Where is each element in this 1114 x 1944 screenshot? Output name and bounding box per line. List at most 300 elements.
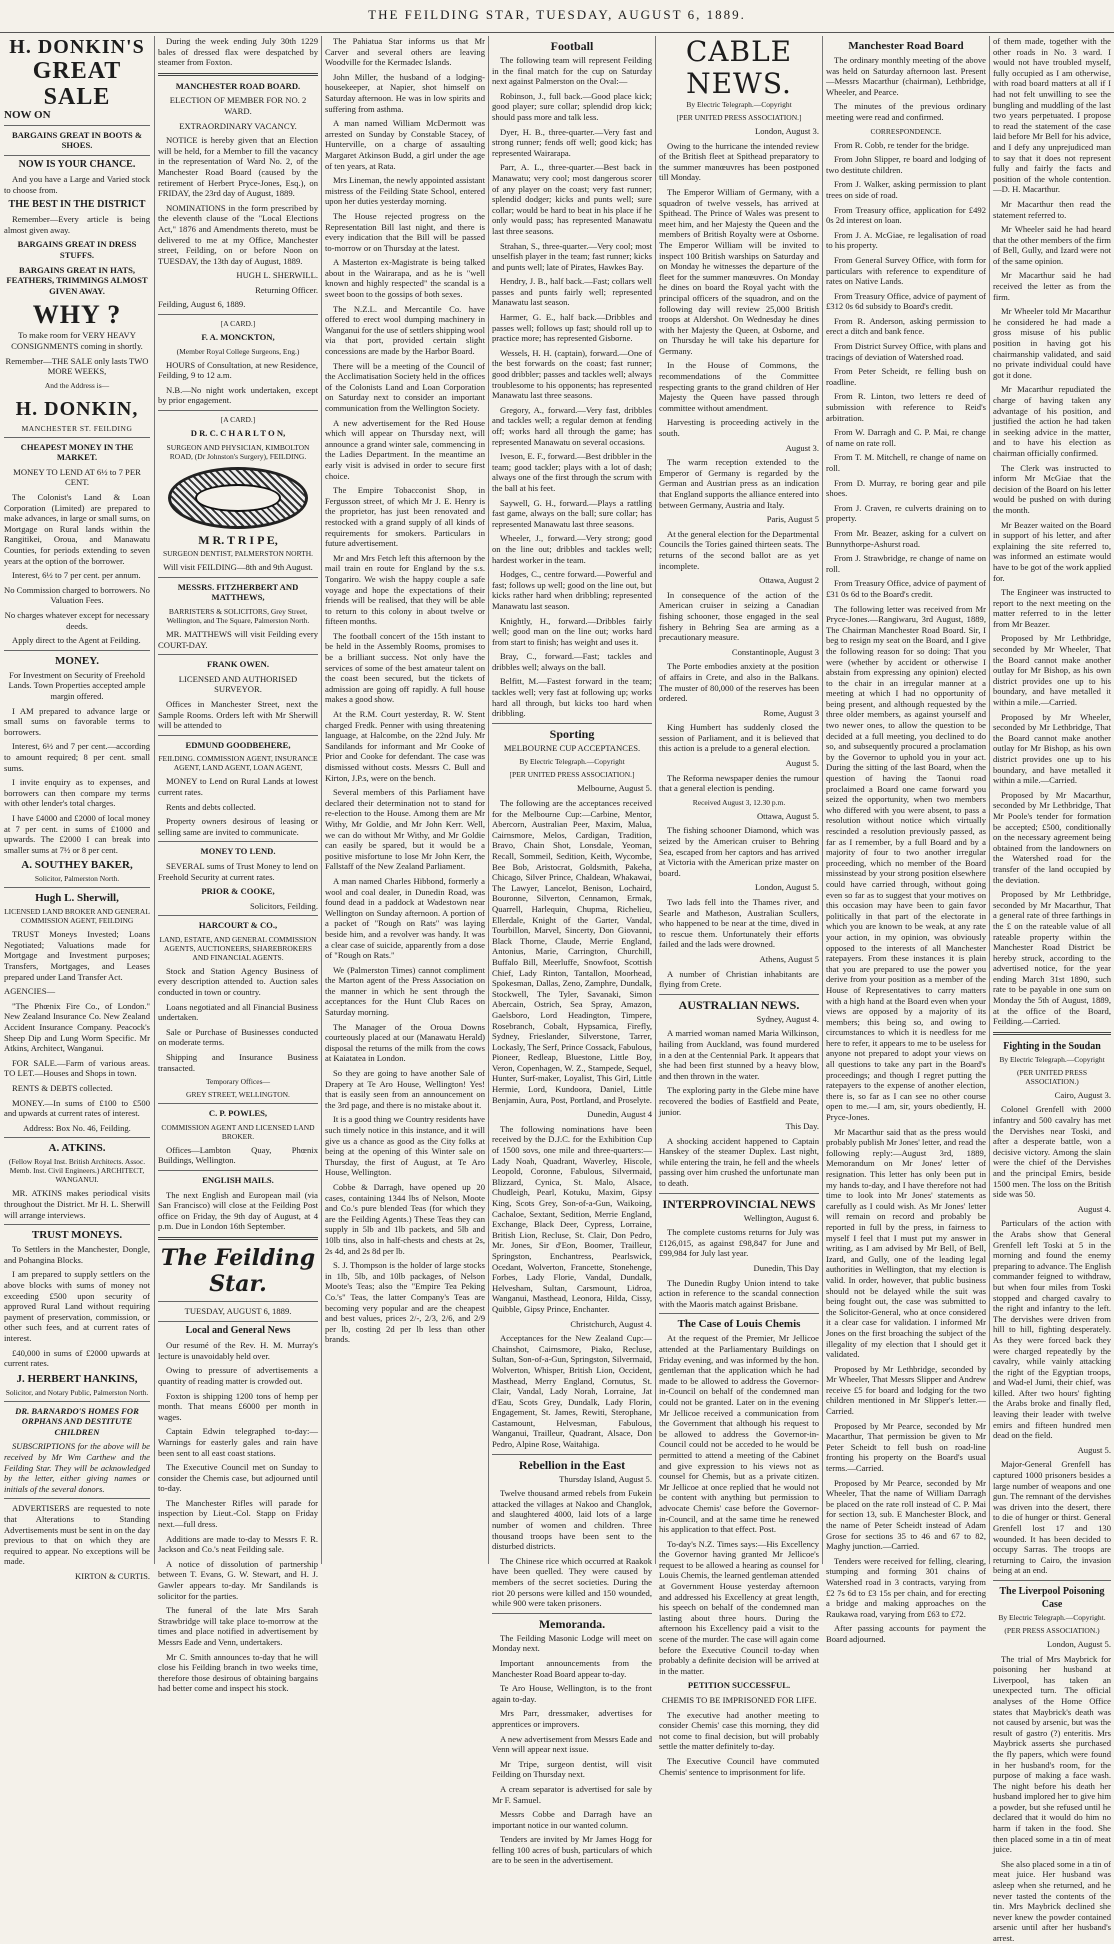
donkin-name: H. DONKIN,: [15, 397, 139, 420]
dateline: Wellington, August 6.: [743, 1212, 819, 1223]
subscriptions-text: SUBSCRIPTIONS for the above will be received by Mr Wm Carthew and the Feilding Star. They will be acknowledged by the letter, either giving names or initials of the several donors.: [4, 1441, 150, 1494]
masthead-rule: [0, 32, 1114, 33]
now-on: NOW ON: [4, 109, 51, 121]
dateline: Athens, August 5: [759, 953, 819, 964]
column-divider: [154, 36, 155, 1564]
board-item: From Mr. Beazer, asking for a culvert on Bunnythorpe-Ashurst road.: [826, 527, 986, 549]
divider: [659, 1313, 819, 1314]
football-player: Iveson, E. F., forward.—Best dribbler in the team; good tackler; plays with a lot of dash; always one of the first through the scrum with the ball at his feet.: [492, 451, 652, 493]
divider: [4, 125, 150, 126]
divider: [158, 577, 318, 578]
football-player: Knightly, H., forward.—Dribbles fairly well; good man on the line out; works hard from start to finish; has weight and uses it.: [492, 615, 652, 647]
football-player: Dyer, H. B., three-quarter.—Very fast and strong runner; fends off well; good kick; has represented Wairarapa.: [492, 126, 652, 158]
board-item: From District Survey Office, with plans and tracings of deviation of Watershed road.: [826, 341, 986, 362]
memo-item: Messrs Cobbe and Darragh have an important notice in our wanted column.: [492, 1809, 652, 1830]
board-item: From John Slipper, re board and lodging of two destitute children.: [826, 154, 986, 175]
cable-paragraph: King Humbert has suddenly closed the session of Parliament, and it is believed that this action is a prelude to a general election.: [659, 722, 819, 754]
column-2: [158, 36, 318, 1694]
tripe-visit: Will visit FEILDING—8th and 9th August.: [163, 562, 313, 573]
news-paragraph: We (Palmerston Times) cannot compliment the Marton agent of the Press Association on the manner in which he sent through the acceptances for the Hunt Club Races on Saturday morning.: [325, 964, 485, 1018]
correspondence-heading: CORRESPONDENCE.: [870, 126, 942, 136]
fitz-name: MESSRS. FITZHERBERT AND MATTHEWS,: [177, 581, 299, 603]
dateline: Sydney, August 4.: [756, 1013, 819, 1024]
divider: [4, 155, 150, 156]
board-paragraph: After passing accounts for payment the Board adjourned.: [826, 1623, 986, 1644]
news-paragraph: There will be a meeting of the Council of the Acclimatisation Society held in the offices of the Colonists Land and Loan Corporation on Saturday next to consider an important communication from the Wellington Society.: [325, 360, 485, 413]
bargains-dress: BARGAINS GREAT IN DRESS STUFFS.: [17, 239, 137, 260]
moncton-sub: (Member Royal College Surgeons, Eng.): [176, 346, 300, 356]
sporting-heading: Sporting: [549, 726, 595, 741]
divider: [4, 1224, 150, 1225]
by-electric: By Electric Telegraph.—Copyright: [686, 100, 792, 109]
board-item: From Treasury office, application for £492 0s 2d interest on loan.: [826, 204, 986, 226]
column-divider: [488, 36, 489, 1564]
board-item: From R. Cobb, re tender for the bridge.: [834, 139, 970, 150]
cable-paragraph: In the House of Commons, the recommendations of the Committee respecting grants to the grand children of Her Majesty the Queen have passed through committee without amendment.: [659, 360, 819, 413]
news-paragraph: The football concert of the 15th instant to be held in the Assembly Rooms, promises to be a brilliant success. Not only have the services of some of the best amateur talent on the coast been secured, but the tickets of admission are going off rapidly. A full house makes a good show.: [325, 630, 485, 705]
cheapest-money: CHEAPEST MONEY IN THE MARKET.: [20, 441, 134, 463]
divider: [158, 314, 318, 315]
column-divider: [822, 36, 823, 1564]
board-item: From Peter Scheidt, re felling bush on roadline.: [826, 366, 986, 387]
board-item: From D. Murray, re boring gear and pile shoes.: [826, 477, 986, 499]
board-paragraph: Mr Wheeler said he had heard that the other members of the firm of Bell, Gully, and Izard were not of the same opinion.: [993, 224, 1111, 266]
liverpool-paragraph: She also placed some in a tin of meat juice. Her husband was asleep when she returned, and he never tasted the contents of the tin. Mrs Maybrick declined she never knew the powder contained arsenic until after her husband's arrest.: [993, 1858, 1111, 1943]
board-item: From J. A. McGiae, re legalisation of road to his property.: [826, 229, 986, 251]
divider: [158, 841, 318, 842]
shipping-text: Shipping and Insurance Business transacted.: [158, 1052, 318, 1073]
owen-sub: LICENSED AND AUTHORISED SURVEYOR.: [178, 673, 298, 695]
chemis-paragraph: To-day's N.Z. Times says:—His Excellency the Governor having granted Mr Jellicoe's request to be allowed a hearing as counsel for Louis Chemis, the learned gentleman attended at Government House yesterday afternoon and addressed his Excellency at great length, his speech on behalf of the condemned man lasting about three hours. During the afternoon his Excellency paid a visit to the scene of the murder. The case will again come before the Executive Council to-day when probably a definite decision will be arrived at in the matter.: [659, 1538, 819, 1676]
soudan-heading: Fighting in the Soudan: [1003, 1040, 1101, 1052]
news-paragraph: A new advertisement for the Red House which will appear on Thursday next, will announce a grand winter sale, commencing in the Ladies Department. In the meantime an early visit is advised in order to secure first choice.: [325, 417, 485, 481]
liverpool-heading: The Liverpool Poisoning Case: [999, 1585, 1105, 1610]
memo-item: A new advertisement from Messrs Eade and Venn will appear next issue.: [492, 1733, 652, 1755]
column-4: [492, 36, 652, 1866]
board-paragraph: Proposed by Mr Lethbridge, seconded by Mr Wheeler, That Messrs Slipper and Andrew receive £5 for board and lodging for the two children mentioned in Mr Slipper's letter.—Carried.: [826, 1363, 986, 1417]
board-item: From R. Anderson, asking permission to erect a ditch and bank fence.: [826, 315, 986, 337]
dateline: Cairo, August 3.: [1054, 1089, 1111, 1100]
rebellion-heading: Rebellion in the East: [518, 1457, 626, 1472]
news-paragraph: Several members of this Parliament have declared their determination not to stand for re-election to the House. Among them are Mr Withy, Mr Goldie, and Mr John Kerr. Well, we can do without Mr Withy, and Mr Goldie can easily be spared, but it would be a positive misfortune to lose Mr John Kerr, the Fallstaff of the New Zealand Parliament.: [325, 787, 485, 872]
have-text: I have £4000 and £2000 of local money at 7 per cent. in sums of £1000 and upwards. The £2000 I can break into smaller sums at 7½ or 8 per cent.: [4, 812, 150, 855]
column-6: [826, 36, 986, 1644]
no-commission: No Commission charged to borrowers. No Valuation Fees.: [4, 584, 150, 606]
goodbehere-name: EDMUND GOODBEHERE,: [185, 739, 291, 750]
board-paragraph: Proposed by Mr Pearce, seconded by Mr Wheeler, That the name of William Darragh be placed on the rate roll instead of C. P. Mai for section 13, sub. E Manchester Block, and the name of Peter Scheidt instead of Adam Grose for sections 35 to 46 and 67 to 82, Maghy junction.—Carried.: [826, 1477, 986, 1552]
paper-title: The Feilding Star.: [160, 1244, 316, 1297]
road-board-heading: Manchester Road Board: [848, 40, 964, 52]
memo-item: A cream separator is advertised for sale by Mr F. Samuel.: [492, 1783, 652, 1805]
barnardo-heading: DR. BARNARDO'S HOMES FOR ORPHANS AND DESTITUTE CHILDREN: [15, 1405, 139, 1437]
dateline: August 4.: [1077, 1203, 1111, 1214]
cable-paragraph: Two lads fell into the Thames river, and Searle and Matheson, Australian Scullers, who happened to be near at the time, dived in to rescue them. Unfortunately their efforts failed and the lads were drowned.: [659, 897, 819, 950]
sherwill-name: Hugh L. Sherwill,: [35, 892, 119, 905]
football-player: Parr, A. L., three-quarter.—Best back in Manawatu; very cool; most dangerous scorer of any player on the coast; very fast runner; splendid dodger; kicks and punts well; sure collar; would be hard to beat in his place if he only would pass; has represented Manawatu last three seasons.: [492, 162, 652, 236]
dateline: Dunedin, This Day: [753, 1263, 819, 1274]
card-label: [A CARD.]: [220, 319, 256, 329]
card-label-2: [A CARD.]: [220, 415, 256, 425]
board-item: From R. Linton, two letters re deed of submission with reference to Reid's arbitration.: [826, 391, 986, 423]
cable-paragraph: The warm reception extended to the Emperor of Germany is regarded by the German and Austrian press as an indication that England supports the alliance entered into between Germany, Austria and Italy.: [659, 457, 819, 510]
vacancy-title: EXTRAORDINARY VACANCY.: [179, 120, 297, 131]
liverpool-by: By Electric Telegraph.—Copyright.: [998, 1612, 1106, 1622]
agencies-list: "The Phœnix Fire Co., of London." New Zealand Insurance Co. New Zealand Accident Insurance Company. Peacock's Sheep Dip and Lung Worm Specific. Mr Atkins, Architect, Wanganui.: [4, 1000, 150, 1054]
press-association: [PER UNITED PRESS ASSOCIATION.]: [676, 113, 802, 122]
news-paragraph: S. J. Thompson is the holder of large stocks in 1lb, 5lb, and 10lb packages, of Nelson Moote's Teas; also the "Empire Tea Peking Co.'s" Teas, the latter Company's Teas are becoming very popular and are the cheapest and best values, prices 2/-, 2/3, 2/6, and 2/9 per lb, costing 2d per lb less than other brands.: [325, 1260, 485, 1345]
press-association: (PER UNITED PRESS ASSOCIATION.): [1016, 1067, 1087, 1086]
news-paragraph: Mrs Lineman, the newly appointed assistant mistress of the Feilding State School, entered upon her duties yesterday morning.: [325, 175, 485, 207]
agencies-heading: AGENCIES—: [4, 986, 56, 997]
iam-text: I AM prepared to advance large or small sums on favorable terms to borrowers.: [4, 705, 150, 737]
dateline: This Day.: [785, 1121, 819, 1132]
settlers-text: To Settlers in the Manchester, Dongle, and Pohangina Blocks.: [4, 1244, 150, 1265]
board-paragraph: Mr Wheeler told Mr Macarthur he considered he had made a gross misuse of his public position in having got his chairmanship validated, and said no private individual could have got it done.: [993, 306, 1111, 380]
divider: [993, 1580, 1111, 1581]
owen-name: FRANK OWEN.: [206, 659, 270, 670]
divider: [158, 1301, 318, 1302]
interest-text: Interest, 6½ to 7 per cent. per annum.: [12, 570, 141, 581]
football-player: Hendry, J. B., half back.—Fast; collars well passes and punts fairly well; represented Manawatu last season.: [492, 276, 652, 308]
board-paragraph: Proposed by Mr Lethbridge, seconded by Mr Wheeler, That the Board cannot make another outlay for Mr Bishop, as his own district provides one up to his boundary, and have metalled it within a mile.—Carried.: [993, 633, 1111, 708]
melbourne-date: Melbourne, August 5.: [577, 783, 652, 794]
atkins-text: MR. ATKINS makes periodical visits throughout the District. Mr H. L. Sherwill will arrange interviews.: [4, 1188, 150, 1220]
christchurch-text: Acceptances for the New Zealand Cup:—Chainshot, Cairnsmore, Piako, Recluse, Sultan, Son-of-a-Gun, Springston, Silvermaid, Wolverton, Whisper, British Lion, Occident, Masthead, Merry England, Cornutus, St. Clair, Vandal, Lady Norah, Lorraine, Jat d'Eau, Scots Grey, Dundalk, Lady Florin, Engagement, St. James, Rewiti, Sterophane, Castamount, Helvesman, Fabulous, Wanganui, Trailleur, Quadrant, Alsace, Don Pedro, Alpine Rose, Waitahiga.: [492, 1333, 652, 1450]
money-sums: MONEY.—In sums of £100 to £500 and upwards at current rates of interest.: [4, 1097, 150, 1119]
rents-collected: Rents and debts collected.: [166, 801, 256, 812]
why-text: To make room for VERY HEAVY CONSIGNMENTS coming in shortly.: [11, 330, 143, 351]
column-divider: [989, 36, 990, 1564]
prior-sub: Solicitors, Feilding.: [249, 900, 318, 911]
address-box: Address: Box No. 46, Feilding.: [23, 1122, 131, 1133]
local-paragraph: The funeral of the late Mrs Sarah Strawbridge will take place to-morrow at the times and place notified in advertisement by Messrs Eade and Venn, undertakers.: [158, 1605, 318, 1647]
paper-date: TUESDAY, AUGUST 6, 1889.: [184, 1305, 292, 1316]
cable-paragraph: The Emperor William of Germany, with a squadron of twelve vessels, has arrived at Spithead. The Prince of Wales was present to meet him, and her Majesty the Queen and the members of British Royalty were at Osborne. The Emperor William will be invited to inspect 100 British warships on Saturday and on Monday he witnesses the departure of the fleet for the summer manœuvres. On Monday he dines on board the Royal yacht with the principal officers of the squadron, and on the following day will review 25,000 British troops at Aldershot. On Wednesday he dines with her Majesty the Queen, at Osborne, and on Thursday he will take his departure for Germany.: [659, 186, 819, 356]
dateline: Paris, August 5: [766, 514, 819, 525]
acceptances-text: The following are the acceptances received for the Melbourne Cup:—Carbine, Mentor, Abercorn, Australian Peer, Maxim, Malua, Cairnsmore, Melos, Cardigan, Tradition, Bravo, Chain Shot, Lonsdale, Yeoman, Recall, Sommeil, Sedition, Keith, Wycombe, Bee Bob, Aristocrat, Goldsmith, Pakeha, Chicago, Silver Prince, Chaldean, Whakawai, The Lawyer, Lancelot, Benison, Lochaird, Bouronne, Silverton, Cennamon, Ermak, Quarrell, Harlequin, Chupma, Richelieu, Ellerdale, Knight of the Garter, Vandal, Tourbillon, Marvel, Sincerty, Don Giovanni, Black Thorne, Claude, Merrie England, Antonius, Marie, Carrington, Churchill, Buffalo Bill, Meerluffe, Snowfoot, Scottish Chief, Lady Rinton, Tantallon, Moorhead, Spokesman, Dallas, Zeno, Zamphre, Dundalk, Stockwell, The Tyler, Savanaki, Simon Abercain, Ostrich, Sea Spray, Amazon, Gaelsboro, Lord Headington, Timpere, Rosebranch, Cobalt, Hypsamica, Firefly, Sydney, Frieslander, Silverstone, Tarrer, Lockasly, The Serf, Prince Cossack, Fabulous, Pioneer, Redleap, Bluestone, Little Boy, Veron, Copenhagen, W. Z., Stampede, Sequel, Hunter, Surf-maker, Loyalist, This Girl, Little Hermie, Lord, Kundoora, Daniel, Little Benjamin, Aura, Post, Portland, and Proselyte.: [492, 798, 652, 1105]
column-5: [659, 35, 819, 1777]
news-paragraph: The House rejected progress on the Representation Bill last night, and there is every indication that the Bill will be passed to-morrow or on Thursday at the latest.: [325, 210, 485, 253]
board-paragraph: Proposed by Mr Macarthur, seconded by Mr Lethbridge, That Mr Poole's tender for formation be accepted; £500, conditionally on the necessary agreement being obtained from the landowners on the Watershed road for the transfer of the land occupied by the deviation.: [993, 789, 1111, 885]
memo-item: Te Aro House, Wellington, is to the front again to-day.: [492, 1683, 652, 1704]
dateline: August 3.: [785, 442, 819, 453]
divider: [659, 1193, 819, 1194]
temp-offices: Temporary Offices—: [205, 1077, 271, 1087]
board-paragraph: The Clerk was instructed to inform Mr McGiae that the decision of the Board on his letter would be pushed on with during the month.: [993, 462, 1111, 515]
rebellion-text: Twelve thousand armed rebels from Fukein attacked the villages at Nakoo and Changlok, and slaughtered 4000, laid lots of a large number of women and children. Three thousand troops have been sent to the disturbed districts.: [492, 1488, 652, 1552]
football-heading: Football: [550, 39, 594, 53]
divider: [4, 1137, 150, 1138]
rebellion-date: Thursday Island, August 5.: [559, 1473, 652, 1484]
board-paragraph: Mr Macarthur then read the statement referred to.: [993, 198, 1111, 220]
for-sale: FOR SALE.—Farm of various areas. TO LET.—Houses and Shops in town.: [4, 1057, 150, 1079]
local-paragraph: A notice of dissolution of partnership between T. Evans, G. W. Stewart, and H. J. Gawler appears to-day. Mr Sandilands is solicitor for the parties.: [158, 1558, 318, 1601]
ad-title-great-sale: GREAT SALE: [32, 58, 122, 110]
divider: [4, 1498, 150, 1499]
board-paragraph: Tenders were received for felling, clearing, stumping and forming 301 chains of Watershed road in 3 contracts, varying from £2 7s 6d to £3 15s per chain, and for erecting a bridge and making approaches on the Raukawa road, varying from £63 to £72.: [826, 1555, 986, 1619]
money-to-lend: MONEY TO LEND AT 6½ to 7 PER CENT.: [13, 466, 141, 488]
trust-moneys: TRUST MONEYS.: [31, 1229, 123, 1242]
board-paragraph: Proposed by Mr Lethbridge, seconded by Mr Macarthur, That a general rate of three farthings in the £ on the rateable value of all rateable property within the Manchester Road District be hereby struck, according to the advertised notice, for the year ending March 31st 1890, such rate to be payable in one sum on Monday the 5th of August, 1889, at the office of the Board, Feilding.—Carried.: [993, 889, 1111, 1027]
grey-street: GREY STREET, WELLINGTON.: [186, 1090, 290, 1100]
powles-name: C. P. POWLES,: [208, 1108, 268, 1119]
dateline: Rome, August 3: [763, 707, 819, 718]
stock-text: Stock and Station Agency Business of every description attended to. Auction sales conducted in town or country.: [158, 965, 318, 998]
feilding-date: Feilding, August 6, 1889.: [158, 299, 246, 310]
football-player: Hodges, C., centre forward.—Powerful and fast; follows up well; good on the line out, but kicks rather hard when dribbling; represented Manawatu last season.: [492, 569, 652, 611]
matthews-text: MR. MATTHEWS will visit Feilding every COURT-DAY.: [158, 629, 318, 650]
australian-paragraph: The exploring party in the Glebe mine have recovered the bodies of Eastfield and Peate, junior.: [659, 1085, 819, 1117]
nb-text: N.B.—No night work undertaken, except by prior engagement.: [158, 384, 318, 406]
cable-paragraph: The fishing schooner Diamond, which was seized by the American cruiser to Behring Sea, escaped from her captors and has arrived at Victoria with the American prize master on board.: [659, 825, 819, 878]
mails-text: The next English and European mail (via San Francisco) will close at the Feilding Post office on Friday, the 9th day of August, at 4 p.m. Due in London 16th September.: [158, 1189, 318, 1232]
petition-subheading: CHEMIS TO BE IMPRISONED FOR LIFE.: [661, 1695, 817, 1705]
football-player: Wheeler, J., forward.—Very strong; good on the line out; dribbles and tackles well; hardest worker in the team.: [492, 533, 652, 565]
board-paragraph: The ordinary monthly meeting of the above was held on Saturday afternoon last. Present—Messrs Macarthur (chairman), Lethbridge, Wheeler, and Pearce.: [826, 55, 986, 97]
cable-paragraph: At the general election for the Departmental Councils the Tories gained thirteen seats. The returns of the second ballot are as yet incomplete.: [659, 528, 819, 571]
news-paragraph: A man named William McDermott was arrested on Sunday by Constable Stacey, of Hunterville, on a charge of assaulting Margaret Atkinson Budd, a girl under the age of ten years, at Rata.: [325, 118, 485, 171]
bargains-hats: BARGAINS GREAT IN HATS, FEATHERS, TRIMMINGS ALMOST GIVEN AWAY.: [6, 264, 148, 296]
several-text: SEVERAL sums of Trust Money to lend on Freehold Security at current rates.: [158, 860, 318, 882]
dental-ornament-image: [168, 467, 308, 529]
returning-officer: Returning Officer.: [255, 284, 318, 295]
chemis-paragraph: At the request of the Premier, Mr Jellicoe attended at the Parliamentary Buildings on Friday evening, and was informed by the hon. gentleman that the application which he had made to be allowed to address the Governor-in-Council on behalf of the condemned man could not be granted. Later on in the evening Mr Jellicoe received a communication from the Government that although his request to be allowed to address the Governor-in-Council could not be acceded to he would be permitted to attend a meeting of the Cabinet and give expression to his views not as counsel for Chemis, but as a private citizen. Mr Jellicoe at once replied that he would not be content with anything but permission to advocate Chemis' case before the Governor-in-Council, and at the same time he renewed his application to that effect. Post.: [659, 1333, 819, 1535]
interprovincial-paragraph: The Dunedin Rugby Union intend to take action in reference to the scandal connection with the Maoris match against Brisbane.: [659, 1277, 819, 1309]
owen-text: Offices in Manchester Street, next the Sample Rooms. Orders left with Mr Sherwill will be attended to: [158, 698, 318, 731]
election-title: ELECTION OF MEMBER FOR NO. 2 WARD.: [169, 95, 307, 116]
by-electric: By Electric Telegraph.—Copyright: [519, 757, 625, 767]
local-paragraph: Foxton is shipping 1200 tons of hemp per month. That means £6000 per month in wages.: [158, 1390, 318, 1422]
kirton-curtis: KIRTON & CURTIS.: [75, 1571, 150, 1581]
news-paragraph: So they are going to have another Sale of Drapery at Te Aro House, Wellington! Yes! that is easily seen from an announcement on the 3rd page, and there is no mistake about it.: [325, 1068, 485, 1110]
tripe-name: M R. T R I P E,: [198, 532, 278, 547]
football-player: Belfitt, M.—Fastest forward in the team; tackles well; very fast at following up; works hard all through, but kicks too hard when dribbling.: [492, 676, 652, 719]
board-paragraph: Mr Beazer waited on the Board in support of his letter, and after explaining the site referred to, was informed an estimate would have to be got of the work applied for.: [993, 519, 1111, 583]
why-heading: WHY ?: [32, 300, 122, 330]
australian-paragraph: A shocking accident happened to Captain Hanskey of the steamer Duplex. Last night, while entering the train, he fell and the wheels passing over him crushed the unfortunate man to death.: [659, 1135, 819, 1189]
cable-paragraph: In consequence of the action of the American cruiser in seizing a Canadian fishing schooner, those engaged in the seal fishery in Behring Sea are arming as a precautionary measure.: [659, 589, 819, 643]
dateline: London, August 3.: [755, 126, 819, 136]
board-paragraph: Mr Macarthur said he had received the letter as from the firm.: [993, 270, 1111, 302]
chemis-heading: The Case of Louis Chemis: [677, 1318, 801, 1331]
australian-news-heading: AUSTRALIAN NEWS.: [678, 997, 800, 1012]
ad-title: H. DONKIN'S: [9, 36, 145, 58]
prior-name: PRIOR & COOKE,: [201, 886, 275, 897]
property-text: Property owners desirous of leasing or selling same are invited to communicate.: [158, 816, 318, 837]
received-line: Received August 3, 12.30 p.m.: [692, 797, 786, 807]
fitz-sub: BARRISTERS & SOLICITORS, Grey Street, Wellington, and The Square, Palmerston North.: [166, 607, 310, 625]
memo-item: Tenders are invited by Mr James Hogg for felling 100 acres of bush, particulars of which are to be seen in the advertisement.: [492, 1834, 652, 1866]
football-player: Wessels, H. H. (captain), forward.—One of the best forwards on the coast; fast runner; good dribbler; passes and tackles well; always troublesome to his opponents; has represented Manawatu last three seasons.: [492, 347, 652, 401]
charlton-name: D R. C. C H A R L T O N,: [190, 428, 286, 439]
divider: [158, 735, 318, 736]
prepared-text: I am prepared to supply settlers on the above blocks with sums of money not exceeding £500 upon security of approved Rural Land without requiring payment of preservation, commission, or other such fees, and at current rates of interest.: [4, 1269, 150, 1343]
sum-text: £40,000 in sums of £2000 upwards at current rates.: [4, 1347, 150, 1369]
news-paragraph: Cobbe & Darragh, have opened up 20 cases, containing 1344 lbs of Nelson, Moote and Co.'s pure blended Teas (for which they are the Feilding Agents.) These Teas they can supply in 5lb and 1lb packets, and 5lb and 10lb tins, also in half-chests and chests at 2s, 2s 4d, and 2s 8d per lb.: [325, 1181, 485, 1256]
colonial-text: The Colonist's Land & Loan Corporation (Limited) are prepared to make advances, in large or small sums, on Mortgage on Rural lands within the Rangitikei, Oroua, and Manawatu Counties, for periods extending to seven years at the option of the borrower.: [4, 492, 150, 566]
news-paragraph: Mr and Mrs Fetch left this afternoon by the mail train en route for England by the s.s. Tongariro. We wish the happy couple a safe voyage and hope the expectations of their friends will be realised, that they will be able to return to this colony in about twelve or fifteen months.: [325, 552, 485, 627]
board-item: From W. Darragh and C. P. Mai, re change of name on rate roll.: [826, 427, 986, 448]
cable-paragraph: Owing to the hurricane the intended review of the British fleet at Spithead preparatory to the summer manœuvres has been postponed till Monday.: [659, 140, 819, 183]
memo-item: Mr Tripe, surgeon dentist, will visit Feilding on Thursday next.: [492, 1758, 652, 1780]
board-paragraph: The following letter was received from Mr Pryce-Jones.—Rangiwaru, 3rd August, 1889, The Chairman Manchester Road Board. Sir, I beg to resign my seat on the Board, and I give the following reason for so doing: That you were (whether by accident or otherwise I abstain from expressing any opinion) elected to the chair in an irregular manner at a meeting at which I had no opportunity of being present, and although requested by the three older members, as against yourself and two newer ones, to allow the question to be decided at a full meeting, you declined to do so, and subsequently procured a proclamation by the Governor to uphold you in your act. During the sitting of the last Board, when the question of having the Taonui road proclaimed a Board one came forward you seized the opportunity, when two members who differed with you were absent, to pass a resolution without notice which virtually rescinded a resolution previously passed, as far as I remember, by a full Board and by a majority of four to two another irregular proceeding, which no member of the Board missinstead by your strong position elsewhere could have carried through, without going even so far as to suggest that your motives on this occasion may have been to gain favor politically in that part of the electorate in which you are known to be weak, at any rate your action, in my opinion, was obviously opposed to the interests of all Manchester ratepayers. From these instances it is plain that you are prepared to use the power you derive from your position as a member of the House of Representatives to carry matters with a high hand at the Board even when your views are opposed by a majority of its members; this being so, and owing to circumstances to which it is needless for me here to refer, it appears to me to be useless for anyone not prepared to adopt your views on all questions to take any part in the Board's proceedings; and though I regret putting the ratepayers to the expense of another election, there is, so far as I can see no other course open to me.—I am, sir, yours obediently, H. Pryce-Jones.: [826, 603, 986, 1123]
local-paragraph: The Executive Council met on Sunday to consider the Chemis case, but adjourned until to-day.: [158, 1462, 318, 1494]
dateline: Constantinople, August 3: [731, 646, 819, 657]
divider: [158, 1237, 318, 1240]
hankins-sub: Solicitor, and Notary Public, Palmerston North.: [5, 1387, 149, 1397]
masthead-title: THE FEILDING STAR, TUESDAY, AUGUST 6, 1889.: [368, 7, 746, 22]
memo-item: Mrs Parr, dressmaker, advertises for apprentices or improvers.: [492, 1708, 652, 1729]
southey-sub: Solicitor, Palmerston North.: [34, 874, 120, 884]
press-association: [PER UNITED PRESS ASSOCIATION.]: [509, 770, 635, 780]
divider: [158, 1103, 318, 1104]
memo-item: The Feilding Masonic Lodge will meet on Monday next.: [492, 1632, 652, 1654]
powles-offices: Offices—Lambton Quay, Phœnix Buildings, Wellington.: [158, 1144, 318, 1166]
dateline: London, August 5.: [755, 882, 819, 893]
chemis-paragraph: The executive had another meeting to consider Chemis' case this morning, they did not come to final decision, but will probably settle the matter definitely to-day.: [659, 1709, 819, 1752]
now-chance: NOW IS YOUR CHANCE.: [18, 158, 136, 170]
memoranda-heading: Memoranda.: [538, 1616, 606, 1631]
column-divider: [321, 36, 322, 1564]
australian-paragraph: A married woman named Maria Wilkinson, hailing from Auckland, was found murdered in a den at the Centennial Park. It appears that she had been first stunned by a heavy blow, and then thrown in the water.: [659, 1028, 819, 1081]
news-paragraph: John Miller, the husband of a lodging-housekeeper, at Napier, shot himself on Saturday afternoon. He was in low spirits and suffering from asthma.: [325, 71, 485, 114]
continued-paragraph: of them made, together with the other roads in No. 3 ward. I would not have troubled myself, fully occupied as I am otherwise, with road board matters at all if I had not felt unwilling to see the bungling and muddling of the last two years perpetuated. I propose to read the statement of the case laid before Mr Bell for his advice, and I defy any unprejudiced man to say that it does not represent fully and fairly the facts and position of the whole contention.—D. H. Macarthur.: [993, 36, 1111, 195]
charlton-sub: SURGEON AND PHYSICIAN, KIMBOLTON ROAD, (Dr Johnston's Surgery), FEILDING.: [166, 442, 310, 461]
mails-heading: ENGLISH MAILS.: [202, 1175, 274, 1185]
column-divider: [655, 36, 656, 1564]
divider: [158, 915, 318, 916]
loans-text: Loans negotiated and all Financial Business undertaken.: [158, 1001, 318, 1023]
rents-text: RENTS & DEBTS collected.: [12, 1083, 113, 1093]
local-paragraph: Additions are made to-day to Messrs F. R. Jackson and Co.'s neat Feilding sale.: [158, 1533, 318, 1555]
best-in-district: THE BEST IN THE DISTRICT: [8, 198, 146, 210]
sale-text: Sale or Purchase of Businesses conducted on moderate terms.: [158, 1026, 318, 1048]
divider: [158, 654, 318, 655]
petition-heading: PETITION SUCCESSFUL.: [687, 1680, 791, 1691]
board-paragraph: Mr Macarthur said that as the press would probably publish Mr Jones' letter, and read the following reply:—August 3rd, 1889, Memorandum on Mr Jones' letter of resignation. This letter has only been put in my hands to-day, and I have therefore not had time to look into Mr Jones' statements as carefully as I could wish. As Mr Jones' letter will remain on record and probably be reported in full by the press, in fairness to myself I feel that I must put my answer in writing, as I am advised by Mr Bell, of Bell, Izard, and Gully, one of the leading legal authorities in Wellington, that my election is valid. In order, however, that public business should not be delayed while the suit was being fought out, the case was submitted to the Solicitor-General, who at once considered it a clear case for validation. I informed Mr Jones on the first broaching the subject of the illegality of my election that I should get it validated.: [826, 1126, 986, 1360]
nominations-text: NOMINATIONS in the form prescribed by the eleventh clause of the "Local Elections Act," 1876 and Amendments thereto, must be delivered to me at my Office, Manchester street, Feilding, on or before Noon on TUESDAY, the 13th day of August, 1889.: [158, 202, 318, 266]
local-paragraph: Mr C. Smith announces to-day that he will close his Feilding branch in two weeks time, therefore those desirous of obtaining bargains had better come and inspect his stock.: [158, 1651, 318, 1694]
harcourt-sub: LAND, ESTATE, AND GENERAL COMMISSION AGENTS, AUCTIONEERS, SHAREBROKERS AND FINANCIAL AGENTS.: [159, 934, 317, 962]
flax-paragraph: During the week ending July 30th 1229 bales of dressed flax were despatched by steamer from Foxton.: [158, 36, 318, 68]
chance-text: And you have a Large and Varied stock to choose from.: [4, 174, 150, 195]
two-weeks: Remember—THE SALE only lasts TWO MORE WEEKS,: [5, 355, 149, 377]
divider: [492, 723, 652, 724]
divider: [993, 1032, 1111, 1035]
board-paragraph: Proposed by Mr Pearce, seconded by Mr Macarthur, That permission be given to Mr Peter Scheidt to fell bush on road-line fronting his property on the Board's usual terms.—Carried.: [826, 1420, 986, 1474]
football-intro: The following team will represent Feilding in the final match for the cup on Saturday next against Palmerston on the Oval:—: [492, 55, 652, 87]
cable-paragraph: Harvesting is proceeding actively in the south.: [659, 417, 819, 439]
news-paragraph: A Masterton ex-Magistrate is being talked about in the Wairarapa, and as he is "well known and highly respected" the scandal is a sweet boon to the gossips of both sexes.: [325, 257, 485, 300]
donkin-address: MANCHESTER ST. FEILDING: [21, 423, 133, 433]
goodbehere-sub: FEILDING. COMMISSION AGENT, INSURANCE AGENT, LAND AGENT, LOAN AGENT,: [158, 754, 318, 773]
column-3: [325, 36, 485, 1564]
board-paragraph: Mr Macarthur repudiated the charge of having taken any advantage of his position, and justified the action he had taken in seeking advice in the matter, and to have his election as chairman officially confirmed.: [993, 384, 1111, 458]
news-paragraph: It is a good thing we Country residents have such timely notice in this instance, and it will give us a chance as good as the City folks at being at the opening of this Winter sale on Thursday, the first of August, at Te Aro House, Wellington.: [325, 1114, 485, 1178]
board-item: From J. Strawbridge, re change of name on roll.: [826, 553, 986, 574]
divider: [492, 1454, 652, 1455]
news-paragraph: The Pahiatua Star informs us that Mr Carver and several others are leaving Woodville for the Kermadec Islands.: [325, 36, 485, 68]
divider: [4, 1401, 150, 1402]
cable-paragraph: The Reforma newspaper denies the rumour that a general election is pending.: [659, 772, 819, 794]
news-paragraph: A man named Charles Hibbond, formerly a wool and coal dealer, in Dunedin Road, was found dead in a paddock at Wadestown near Wellington on Sunday afternoon. A portion of a packet of "Rough on Rats" was laying beside him, and a revolver was handy. It was a clear case of suicide, apparently from a dose of "Rough on Rats.": [325, 875, 485, 961]
atkins-name: A. ATKINS.: [48, 1142, 106, 1155]
atkins-sub: (Fellow Royal Inst. British Architects. Assoc. Memb. Inst. Civil Engineers.) ARCHITECT, WANGANUI.: [8, 1157, 146, 1185]
memo-item: Important announcements from the Manchester Road Board appear to-day.: [492, 1657, 652, 1679]
dunedin-date: Dunedin, August 4: [587, 1109, 652, 1120]
news-paragraph: The Empire Tobacconist Shop, in Fergusson street, of which Mr J. E. Henry is the proprietor, has just been renovated and restocked with a grand supply of all kinds of requirements for smokers. Particulars in future advertisement.: [325, 485, 485, 549]
sherwill-signature: HUGH L. SHERWILL.: [236, 270, 318, 281]
divider: [158, 410, 318, 411]
dunedin-text: The following nominations have been received by the D.J.C. for the Exhibition Cup of 1500 sovs, one mile and three-quarters:—Lady Noah, Quadrant, Waverley, Hiscole, Leopold, Coronne, Fabulous, Silvermaid, Blizzard, Cynica, St. Malo, Alsace, Chudleigh, Pearl, Kotuku, Maxim, Gipsy King, Scots Grey, Son-of-a-Gun, Waikoing, Cachaloe, Sextant, Sedition, Merrie England, Exchange, Black Deer, Cypress, Lorraine, British Lion, Recluse, St. Clair, Don Pedro, Mr. Jones, Sir d'Eon, Boomer, Trailleur, Springston, Enchantress, Pearlswick, Ocedant, Wolverton, Francette, Stonehenge, Forbes, Lady Florie, Vandal, Dundalk, Helvesham, Sultan, Carsmount, Lidroa, Wanganui, Masthead, Leonora, Hilda, Cissy, Quibble, Gipsy Prince, Enchanter.: [492, 1123, 652, 1314]
masthead: [0, 0, 1114, 32]
soudan-paragraph: Major-General Grenfell has captured 1000 prisoners besides a large number of weapons and one gun. The remnant of the dervishes was driven into the desert, there to die of hunger or thirst. General Grenfell lost 17 and 130 wounded. It has been decided to occupy Sarras. The troops are returning to Cairo, the invasion being at an end.: [993, 1459, 1111, 1576]
liverpool-paragraph: The trial of Mrs Maybrick for poisoning her husband at Liverpool, has taken an unexpected turn. The official analyses of the Home Office states that Maybrick's death was not caused by arsenic, but was the result of gastro (?) enteritis. Mrs Maybrick asserts she purchased the fly papers, which were found in her husband's room, for the purpose of making a face wash. The night before his death her husband implored her to give him a powder, but she refused until he declared that it would do him no harm if taken in the food. She then placed some in a tin of meat juice.: [993, 1653, 1111, 1855]
local-news-heading: Local and General News: [185, 1324, 291, 1336]
dateline: London, August 5.: [1047, 1638, 1111, 1649]
bargains-boots: BARGAINS GREAT IN BOOTS & SHOES.: [11, 129, 143, 151]
sherwill-sub: LICENSED LAND BROKER AND GENERAL COMMISSION AGENT, FEILDING: [4, 907, 150, 926]
divider: [4, 437, 150, 438]
cable-paragraph: A number of Christian inhabitants are flying from Crete.: [659, 968, 819, 990]
football-player: Strahan, S., three-quarter.—Very cool; most unselfish player in the team; fast runner; kicks and punts well; late of Pirates, Hawkes Bay.: [492, 240, 652, 272]
divider: [158, 73, 318, 76]
board-paragraph: The minutes of the previous ordinary meeting were read and confirmed.: [826, 101, 986, 122]
dateline: Ottawa, August 5.: [756, 810, 819, 821]
moncton-name: F. A. MONCKTON,: [201, 332, 275, 343]
football-player: Robinson, J., full back.—Good place kick; good player; sure collar; splendid drop kick; should pass more and talk less.: [492, 90, 652, 122]
interprovincial-paragraph: The complete customs returns for July was £126,015, as against £98,847 for June and £99,984 for July last year.: [659, 1227, 819, 1259]
local-paragraph: Captain Edwin telegraphed to-day:—Warnings for easterly gales and rain have been sent to all east coast stations.: [158, 1426, 318, 1458]
hours-text: HOURS of Consultation, at new Residence, Feilding, 9 to 12 a.m.: [158, 359, 318, 381]
local-paragraph: Our resumé of the Rev. H. M. Murray's lecture is unavoidably held over.: [158, 1340, 318, 1361]
local-paragraph: Owing to pressure of advertisements a quantity of reading matter is crowded out.: [158, 1365, 318, 1386]
board-item: From Treasury Office, advice of payment of £312 0s 6d subsidy to Board's credit.: [826, 290, 986, 312]
news-paragraph: The N.Z.L. and Mercantile Co. have offered to erect wool dumping machinery in Wanganui for the use of settlers shipping wool via that port, provided certain slight concessions are made by the Harbor Board.: [325, 303, 485, 357]
remember-text: Remember—Every article is being almost given away.: [4, 214, 150, 235]
news-paragraph: At the R.M. Court yesterday, R. W. Stent charged Fredk. Penner with using threatening language, at Halcombe, on the 22nd July. Mr Sandilands for informant and Mr Cooke of Prior and Cooke for defendant. The case was dismissed without costs. Messrs C. Bull and Kirton, J.P.s, were on the bench.: [325, 709, 485, 783]
local-paragraph: The Manchester Rifles will parade for inspection by Lieut.-Col. Stapp on Friday next.—full dress.: [158, 1497, 318, 1530]
invite-text: I invite enquiry as to expenses, and borrowers can then compare my terms with other lender's total charges.: [4, 777, 150, 809]
column-7: [993, 36, 1111, 1943]
board-paragraph: Proposed by Mr Wheeler, seconded by Mr Lethbridge, That the Board cannot make another outlay for Mr Bishop, as his own district provides one up to his boundary, and have metalled it within a mile.—Carried.: [993, 711, 1111, 786]
interprovincial-heading: INTERPROVINCIAL NEWS: [662, 1196, 816, 1211]
divider: [158, 1170, 318, 1171]
money-to-lend-heading: MONEY TO LEND.: [200, 846, 276, 857]
board-title: MANCHESTER ROAD BOARD.: [175, 80, 301, 91]
money-lend-text: MONEY to Lend on Rural Lands at lowest current rates.: [158, 776, 318, 797]
football-player: Gregory, A., forward.—Very fast, dribbles and tackles well; a regular demon at fending off; works hard all through the game; has represented Manawatu on several occasions.: [492, 404, 652, 447]
football-player: Saywell, G. H., forward.—Plays a rattling fast game, always on the ball; sure collar; has represented Manawatu last three seasons.: [492, 497, 652, 529]
cable-paragraph: The Porte embodies anxiety at the position of affairs in Crete, and also in the Balkans. The muster of 80,000 of the reserves has been ordered.: [659, 661, 819, 704]
divider: [4, 650, 150, 651]
dateline: Ottawa, August 2: [759, 575, 819, 586]
divider: [659, 994, 819, 995]
news-paragraph: The Manager of the Oroua Downs courteously placed at our (Manawatu Herald) disposal the returns of the milk from the cows at Kaiatatea in London.: [325, 1021, 485, 1064]
melbourne-cup-heading: MELBOURNE CUP ACCEPTANCES.: [503, 742, 641, 753]
christchurch-date: Christchurch, August 4.: [570, 1318, 652, 1329]
press-association: (PER PRESS ASSOCIATION.): [1004, 1625, 1100, 1635]
notice-text: NOTICE is hereby given that an Election will be held, for a Member to fill the vacancy in the representation of Ward No. 2, of the Manchester Road Board (caused by the retirement of Herbert Pryce-Jones, Esq.), on FRIDAY, the 23rd day of August, 1889.: [158, 135, 318, 199]
board-item: From General Survey Office, with form for particulars with reference to expenditure of rates on Native Lands.: [826, 254, 986, 287]
board-item: From J. Craven, re culverts draining on to property.: [826, 502, 986, 524]
powles-sub: COMMISSION AGENT AND LICENSED LAND BROKER.: [161, 1122, 315, 1141]
board-item: From J. Walker, asking permission to plant trees on side of road.: [826, 179, 986, 200]
money-heading: MONEY.: [55, 654, 99, 667]
advertisers-text: ADVERTISERS are requested to note that Alterations to Standing Advertisements must be sent in on the day previous to that on which they are required to appear. No exceptions will be made.: [4, 1503, 150, 1567]
soudan-paragraph: Particulars of the action with the Arabs show that General Grenfell left Toski at 5 in the morning and found the enemy preparing to advance. The English commander feigned to withdraw, but when four miles from Toski stopped and charged cavalry to the right and infantry to the left. The dervishes were driven from hill to hill, fighting desperately. As they were forced back they were charged repeatedly by the cavalry, while vainly attacking the right of the Egyptian troops, and Wad-el Jumi, their chief, was killed. After two hours' fighting the Arabs broke and finally fled, leaving their leader with twelve emirs and fifteen hundred men dead on the field.: [993, 1218, 1111, 1441]
chemis-paragraph: The Executive Council have commuted Chemis' sentence to imprisonment for life.: [659, 1755, 819, 1777]
